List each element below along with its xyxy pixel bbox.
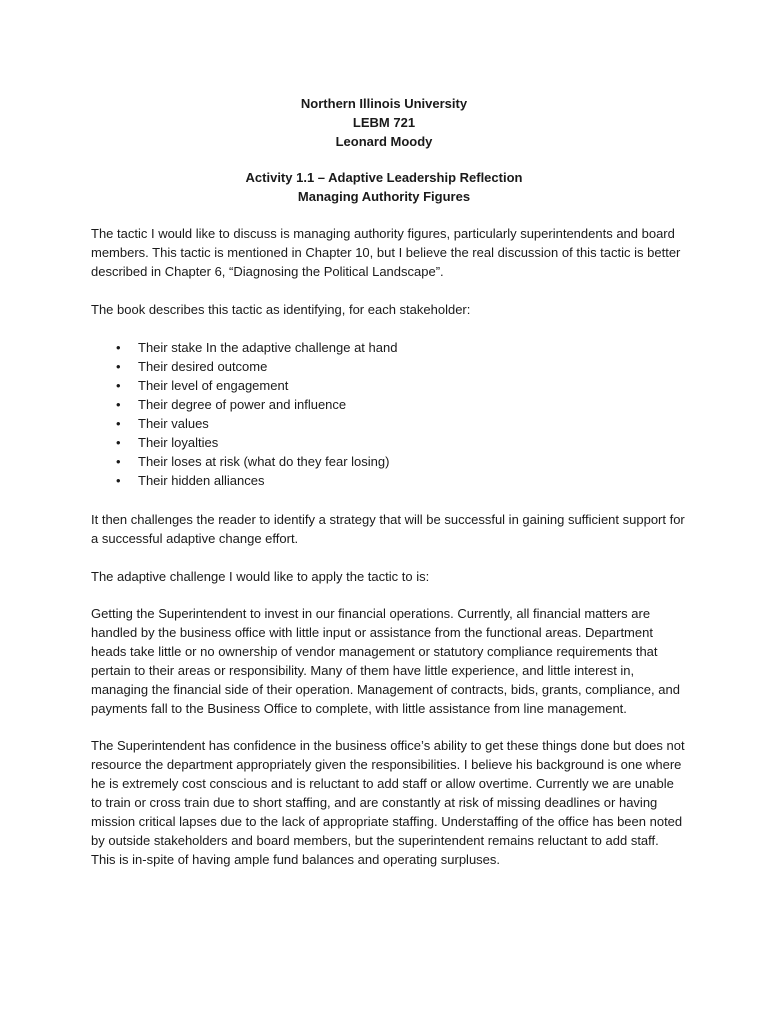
text-line: members. This tactic is mentioned in Chapter 10, but I believe the real discussion of this tactic is better (91, 245, 681, 260)
paragraph-financial-operations (91, 604, 691, 718)
paragraph-book-describes (91, 300, 691, 319)
text-line: The tactic I would like to discuss is managing authority figures, particularly superintendents and board (91, 226, 675, 241)
list-item-text: Their hidden alliances (138, 473, 265, 488)
list-item (91, 414, 691, 433)
list-item (91, 338, 691, 357)
list-item (91, 357, 691, 376)
bullet-marker: • (116, 340, 121, 355)
bullet-marker: • (116, 473, 121, 488)
text-line: Getting the Superintendent to invest in our financial operations. Currently, all financial matters are (91, 606, 651, 621)
text-line: a successful adaptive change effort. (91, 531, 299, 546)
list-item-text: Their stake In the adaptive challenge at hand (138, 340, 398, 355)
university-name: Northern Illinois University (300, 96, 468, 111)
list-item-text: Their loses at risk (what do they fear losing) (138, 454, 390, 469)
text-line: he is extremely cost conscious and is reluctant to add staff or allow overtime. Currently we are unable (91, 776, 674, 791)
activity-subtitle: Managing Authority Figures (297, 189, 471, 204)
list-item (91, 395, 691, 414)
bullet-marker: • (116, 397, 121, 412)
text-line: described in Chapter 6, “Diagnosing the Political Landscape”. (91, 264, 444, 279)
bullet-marker: • (116, 454, 121, 469)
text-line: resource the department appropriately given the responsibilities. I believe his background is one where (91, 757, 682, 772)
text-line: managing the financial side of their operation. Management of contracts, bids, grants, compliance, and (91, 682, 680, 697)
text-line: The book describes this tactic as identifying, for each stakeholder: (91, 302, 471, 317)
text-line: handled by the business office with little input or assistance from the functional areas. Department (91, 625, 653, 640)
text-line: The adaptive challenge I would like to apply the tactic to is: (91, 569, 430, 584)
text-line: heads take little or no ownership of vendor management or statutory compliance requirements that (91, 644, 658, 659)
list-item-text: Their desired outcome (138, 359, 268, 374)
text-line: payments fall to the Business Office to complete, with little assistance from line management. (91, 701, 627, 716)
document-header (0, 94, 768, 151)
list-item (91, 433, 691, 452)
course-code: LEBM 721 (352, 115, 416, 130)
list-item-text: Their loyalties (138, 435, 219, 450)
list-item-text: Their level of engagement (138, 378, 289, 393)
author-name: Leonard Moody (335, 134, 433, 149)
bullet-marker: • (116, 416, 121, 431)
list-item (91, 471, 691, 490)
paragraph-adaptive-challenge-intro (91, 567, 691, 586)
paragraph-strategy-challenge (91, 510, 691, 548)
list-item (91, 452, 691, 471)
bullet-marker: • (116, 378, 121, 393)
text-line: to train or cross train due to short staffing, and are constantly at risk of missing deadlines or having (91, 795, 658, 810)
list-item (91, 376, 691, 395)
list-item-text: Their values (138, 416, 209, 431)
text-line: The Superintendent has confidence in the business office’s ability to get these things done but does not (91, 738, 685, 753)
document-title (0, 168, 768, 206)
paragraph-tactic-intro (91, 224, 691, 281)
text-line: This is in-spite of having ample fund balances and operating surpluses. (91, 852, 501, 867)
text-line: pertain to their areas or responsibility. Many of them have little experience, and little interest in, (91, 663, 635, 678)
bullet-marker: • (116, 435, 121, 450)
list-item-text: Their degree of power and influence (138, 397, 347, 412)
text-line: mission critical lapses due to the lack of appropriate staffing. Understaffing of the office has been noted (91, 814, 683, 829)
activity-title: Activity 1.1 – Adaptive Leadership Reflection (245, 170, 523, 185)
paragraph-superintendent-confidence (91, 736, 691, 869)
text-line: It then challenges the reader to identify a strategy that will be successful in gaining sufficient support for (91, 512, 685, 527)
bullet-marker: • (116, 359, 121, 374)
stakeholder-bullet-list (91, 338, 691, 490)
text-line: by outside stakeholders and board members, but the superintendent remains reluctant to add staff. (91, 833, 659, 848)
